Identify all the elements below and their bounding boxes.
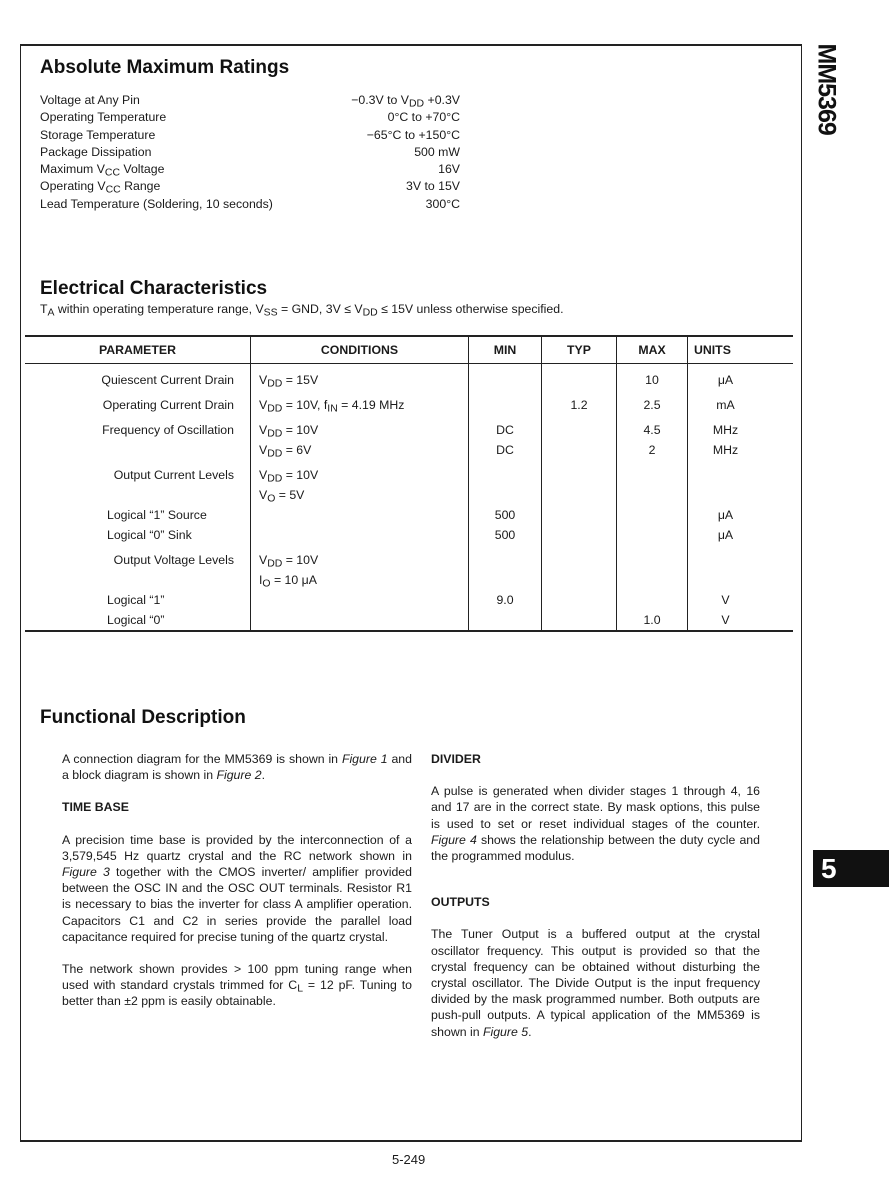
table-row	[25, 525, 793, 545]
cell-max-line	[617, 485, 687, 505]
page-number: 5-249	[392, 1152, 426, 1167]
cell-max-line	[617, 570, 687, 590]
rating-label: Package Dissipation	[40, 144, 152, 159]
cell-conditions-line: $I_O = 10$ μA	[259, 573, 317, 590]
side-part-number	[810, 44, 840, 164]
header-parameter: PARAMETER	[25, 336, 251, 364]
cell-parameter-line: Operating Current Drain	[102, 398, 234, 412]
table-row	[25, 505, 793, 525]
table-row	[25, 364, 793, 391]
cell-parameter	[25, 545, 251, 590]
rating-value: 300°C	[425, 196, 460, 211]
cell-min-line	[469, 465, 541, 485]
cell-units	[688, 525, 794, 545]
rating-label: Lead Temperature (Soldering, 10 seconds)	[40, 196, 273, 211]
rating-value: −65°C to +150°C	[366, 127, 460, 142]
cell-max-line	[617, 550, 687, 570]
side-part-number-text: MM5369	[812, 43, 841, 135]
cell-max	[617, 590, 688, 610]
table-row	[25, 590, 793, 610]
rating-label: Operating $V_{CC}$ Range	[40, 179, 161, 197]
cell-units	[688, 590, 794, 610]
cell-min-line	[469, 550, 541, 570]
rating-row	[40, 92, 460, 109]
fd-left-column	[62, 751, 412, 1010]
cell-typ	[542, 505, 617, 525]
cell-parameter-line: Logical “0”	[107, 613, 165, 627]
cell-parameter-line: Output Voltage Levels	[113, 553, 234, 567]
cell-conditions	[251, 390, 469, 415]
rating-row	[40, 109, 460, 126]
cell-parameter	[25, 390, 251, 415]
cell-parameter-line: Logical “1” Source	[107, 508, 207, 522]
cell-min	[469, 460, 542, 505]
table-row	[25, 610, 793, 631]
cell-typ	[542, 525, 617, 545]
cell-units-line: μA	[717, 508, 734, 522]
cell-typ-line	[542, 440, 616, 460]
cell-max-line	[617, 525, 687, 545]
cell-conditions-line: $V_O = 5V$	[259, 488, 305, 505]
cell-typ	[542, 610, 617, 631]
cell-parameter-line: Frequency of Oscillation	[102, 423, 234, 437]
cell-units-line: mA	[716, 398, 735, 412]
header-typ: TYP	[542, 336, 617, 364]
cell-typ-line	[542, 610, 616, 630]
cell-min	[469, 505, 542, 525]
cell-max	[617, 415, 688, 460]
cell-units-line	[688, 485, 763, 505]
cell-max-line: 4.5	[643, 423, 661, 437]
cell-units-line: MHz	[712, 443, 739, 457]
cell-typ-line	[542, 420, 616, 440]
cell-conditions-line	[259, 505, 468, 525]
cell-parameter	[25, 460, 251, 505]
cell-conditions	[251, 590, 469, 610]
cell-min	[469, 525, 542, 545]
cell-max-line: 10	[645, 373, 659, 387]
cell-units-line	[688, 570, 763, 590]
header-conditions: CONDITIONS	[251, 336, 469, 364]
rating-row	[40, 178, 460, 195]
cell-max-line	[617, 590, 687, 610]
cell-units-line	[688, 550, 763, 570]
rating-row	[40, 196, 460, 213]
cell-typ-line	[542, 590, 616, 610]
fd-intro: A connection diagram for the MM5369 is shown in Figure 1 and a block diagram is shown in Figure 2.	[62, 752, 412, 783]
cell-units-line	[688, 465, 763, 485]
table-row	[25, 545, 793, 590]
cell-conditions-line	[259, 610, 468, 630]
cell-max	[617, 545, 688, 590]
rating-value: 0°C to +70°C	[387, 110, 460, 125]
cell-parameter	[25, 415, 251, 460]
ec-note: $T_A$ within operating temperature range, $V_{SS}$ = GND, $3V \le V_{DD} \le 15V$ unless otherwise specified.	[40, 302, 564, 319]
cell-units-line: V	[721, 593, 730, 607]
cell-max-line	[617, 505, 687, 525]
cell-parameter-line: Logical “0” Sink	[107, 528, 192, 542]
cell-max	[617, 505, 688, 525]
cell-typ	[542, 590, 617, 610]
cell-parameter	[25, 610, 251, 631]
cell-typ-line	[542, 505, 616, 525]
cell-parameter	[25, 505, 251, 525]
cell-min	[469, 415, 542, 460]
cell-typ	[542, 545, 617, 590]
rating-value: 3V to 15V	[405, 179, 460, 194]
cell-conditions	[251, 525, 469, 545]
divider-paragraph: A pulse is generated when divider stages 1 through 4, 16 and 17 are in the correct state. By mask options, this pulse is used to set or reset individual stages of the counter. Figure 4 shows the relationship between the duty cycle and the programmed modulus.	[431, 784, 760, 864]
cell-min	[469, 545, 542, 590]
header-max: MAX	[617, 336, 688, 364]
header-units: UNITS	[688, 336, 794, 364]
cell-min-line: DC	[496, 423, 514, 437]
cell-typ-line	[542, 525, 616, 545]
amr-list	[40, 92, 460, 213]
cell-conditions	[251, 415, 469, 460]
electrical-characteristics-table	[25, 335, 793, 632]
cell-conditions-line: $V_{DD} = 10V$	[259, 468, 319, 485]
cell-min-line	[469, 395, 541, 415]
cell-conditions	[251, 505, 469, 525]
rating-label: Maximum $V_{CC}$ Voltage	[40, 162, 165, 179]
cell-min	[469, 364, 542, 391]
rating-label: Operating Temperature	[40, 110, 167, 125]
cell-units	[688, 545, 794, 590]
outputs-paragraph: The Tuner Output is a buffered output at the crystal oscillator frequency. This output is provided so that the crystal frequency can be obtained without disturbing the crystal oscillator. The Divide Output is the input frequency divided by the mask programmed number. Both outputs are push-pull outputs. A typical application of the MM5369 is shown in Figure 5.	[431, 927, 760, 1039]
rating-label: Voltage at Any Pin	[40, 93, 140, 107]
cell-min-line	[469, 610, 541, 630]
header-min: MIN	[469, 336, 542, 364]
rating-row	[40, 144, 460, 161]
table-header-row	[25, 336, 793, 364]
fd-right-column	[431, 751, 760, 1040]
cell-min-line: 500	[494, 528, 516, 542]
cell-typ-line: 1.2	[570, 398, 588, 412]
cell-conditions-line: $V_{DD} = 15V$	[259, 373, 319, 390]
cell-min-line: DC	[496, 443, 514, 457]
cell-conditions-line	[259, 525, 468, 545]
cell-max-line: 1.0	[643, 613, 661, 627]
cell-typ-line	[542, 370, 616, 390]
cell-max	[617, 460, 688, 505]
cell-parameter-line: Logical “1”	[107, 593, 165, 607]
cell-min-line	[469, 570, 541, 590]
cell-min	[469, 390, 542, 415]
rating-value: 500 mW	[414, 144, 460, 159]
cell-parameter-line: Quiescent Current Drain	[101, 373, 234, 387]
cell-typ-line	[542, 485, 616, 505]
divider-heading: DIVIDER	[431, 752, 481, 766]
cell-conditions-line	[259, 590, 468, 610]
cell-parameter	[25, 525, 251, 545]
cell-parameter	[25, 364, 251, 391]
cell-conditions-line: $V_{DD} = 10V$	[259, 423, 319, 440]
cell-min-line: 500	[494, 508, 516, 522]
rating-value: 16V	[438, 162, 460, 177]
table-row	[25, 460, 793, 505]
cell-units-line: μA	[717, 528, 734, 542]
cell-max-line: 2.5	[643, 398, 661, 412]
cell-parameter	[25, 590, 251, 610]
cell-units	[688, 390, 794, 415]
cell-min-line	[469, 485, 541, 505]
cell-conditions-line: $V_{DD} = 10V$	[259, 553, 319, 570]
amr-title: Absolute Maximum Ratings	[40, 57, 290, 78]
cell-units-line: MHz	[712, 423, 739, 437]
cell-units	[688, 460, 794, 505]
cell-units	[688, 364, 794, 391]
cell-min	[469, 590, 542, 610]
cell-typ-line	[542, 465, 616, 485]
cell-conditions	[251, 545, 469, 590]
cell-max	[617, 390, 688, 415]
cell-units	[688, 505, 794, 525]
cell-max-line	[617, 465, 687, 485]
cell-units-line: μA	[717, 373, 734, 387]
cell-typ	[542, 460, 617, 505]
cell-typ-line	[542, 570, 616, 590]
cell-min-line	[469, 370, 541, 390]
rating-value: −0.3V to $V_{DD} +0.3V$	[351, 93, 460, 110]
time-base-heading: TIME BASE	[62, 800, 129, 815]
cell-conditions-line: $V_{DD} = 6V$	[259, 443, 312, 460]
ec-title: Electrical Characteristics	[40, 278, 268, 299]
time-base-paragraph-2: The network shown provides > 100 ppm tuning range when used with standard crystals trimmed for $C_L = 12$ pF. Tuning to better than ±2 ppm is easily obtainable.	[62, 962, 412, 1009]
time-base-paragraph-1: A precision time base is provided by the interconnection of a 3,579,545 Hz quartz crystal and the RC network shown in Figure 3 together with the CMOS inverter/ amplifier provided between the OSC IN and the OSC OUT terminals. Resistor R1 is necessary to bias the inverter for class A amplifier operation. Capacitors C1 and C2 in series provide the parallel load capacitance required for precise tuning of the quartz crystal.	[62, 832, 412, 944]
rating-row	[40, 127, 460, 144]
table-row	[25, 390, 793, 415]
cell-parameter-line: Output Current Levels	[113, 468, 234, 482]
fd-title: Functional Description	[40, 707, 246, 728]
cell-conditions	[251, 460, 469, 505]
rating-label: Storage Temperature	[40, 127, 156, 142]
cell-units-line: V	[721, 613, 730, 627]
cell-conditions	[251, 364, 469, 391]
cell-max-line: 2	[648, 443, 656, 457]
outputs-heading: OUTPUTS	[431, 895, 490, 910]
cell-units	[688, 415, 794, 460]
cell-typ	[542, 364, 617, 391]
cell-typ-line	[542, 550, 616, 570]
cell-typ	[542, 415, 617, 460]
cell-conditions	[251, 610, 469, 631]
cell-units	[688, 610, 794, 631]
table-row	[25, 415, 793, 460]
rating-row	[40, 161, 460, 178]
cell-max	[617, 364, 688, 391]
cell-min	[469, 610, 542, 631]
section-tab: 5	[813, 850, 889, 887]
cell-min-line: 9.0	[496, 593, 514, 607]
cell-typ	[542, 390, 617, 415]
cell-max	[617, 525, 688, 545]
cell-max	[617, 610, 688, 631]
cell-conditions-line: $V_{DD} = 10V$, $f_{IN} = 4.19$ MHz	[259, 398, 405, 415]
